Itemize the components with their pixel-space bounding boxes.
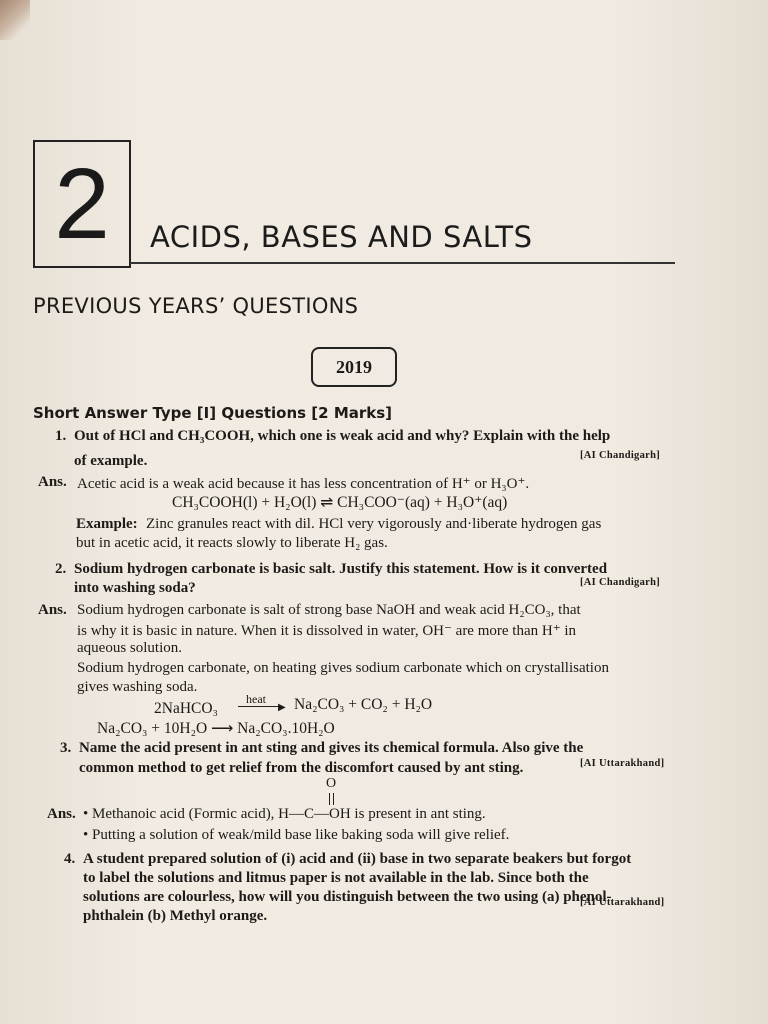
q1-ans-label: Ans. <box>38 474 67 490</box>
heat-label: heat <box>246 692 266 706</box>
q1-example-line1: Zinc granules react with dil. HCl very vigorously and·liberate hydrogen gas <box>146 516 602 532</box>
q1-line2: of example. <box>74 453 148 469</box>
q3-ans-label: Ans. <box>47 806 76 822</box>
q2-ans-label: Ans. <box>38 602 67 618</box>
title-underline <box>130 262 675 264</box>
q2-answer-line2: is why it is basic in nature. When it is dissolved in water, OH⁻ are more than H⁺ in <box>77 623 577 639</box>
chapter-title: ACIDS, BASES AND SALTS <box>150 220 533 254</box>
double-bond-line <box>329 793 330 805</box>
q2-answer-line3: aqueous solution. <box>77 640 182 656</box>
q1-line1: Out of HCl and CH₃COOH, which one is weak acid and why? Explain with the help <box>74 428 611 444</box>
q1-source: [AI Chandigarh] <box>580 450 661 461</box>
page-corner <box>0 0 30 40</box>
arrow-head-icon: ▶ <box>278 702 286 713</box>
q3-bullet1: • Methanoic acid (Formic acid), H—C—OH is present in ant sting. <box>83 806 486 822</box>
q2-answer-line5: gives washing soda. <box>77 679 198 695</box>
q3-line1: Name the acid present in ant sting and gives its chemical formula. Also give the <box>79 740 584 756</box>
year-badge: 2019 <box>311 347 397 387</box>
q4-number: 4. <box>64 851 76 867</box>
q1-example-line2: but in acetic acid, it reacts slowly to liberate H₂ gas. <box>76 535 388 551</box>
q4-line4: phthalein (b) Methyl orange. <box>83 908 268 924</box>
q1-equation: CH₃COOH(l) + H₂O(l) ⇌ CH₃COO⁻(aq) + H₃O⁺(aq) <box>172 494 508 511</box>
q2-eq1-left: 2NaHCO₃ <box>154 700 218 717</box>
chapter-number: 2 <box>54 148 110 260</box>
q1-number: 1. <box>55 428 67 444</box>
double-bond-line <box>333 793 334 805</box>
q2-line1: Sodium hydrogen carbonate is basic salt. Justify this statement. How is it converted <box>74 561 608 577</box>
q3-bullet2: • Putting a solution of weak/mild base like baking soda will give relief. <box>83 827 510 843</box>
q2-answer-line4: Sodium hydrogen carbonate, on heating gives sodium carbonate which on crystallisation <box>77 660 609 676</box>
q4-line1: A student prepared solution of (i) acid and (ii) base in two separate beakers but forgot <box>83 851 632 867</box>
arrow-shaft <box>238 706 282 707</box>
q2-source: [AI Chandigarh] <box>580 577 661 588</box>
chapter-number-box <box>33 140 131 268</box>
q1-example-label: Example: <box>76 516 138 532</box>
q3-number: 3. <box>60 740 72 756</box>
q3-source: [AI Uttarakhand] <box>580 758 665 769</box>
q2-number: 2. <box>55 561 67 577</box>
section-heading: PREVIOUS YEARS’ QUESTIONS <box>33 294 359 318</box>
q2-line2: into washing soda? <box>74 580 196 596</box>
q4-source: [AI Uttarakhand] <box>580 897 665 908</box>
q4-line3: solutions are colourless, how will you distinguish between the two using (a) phenol- <box>83 889 612 905</box>
q2-eq2: Na₂CO₃ + 10H₂O ⟶ Na₂CO₃.10H₂O <box>97 720 335 737</box>
q4-line2: to label the solutions and litmus paper is not available in the lab. Since both the <box>83 870 589 886</box>
q3-line2: common method to get relief from the discomfort caused by ant sting. <box>79 760 524 776</box>
question-type-heading: Short Answer Type [I] Questions [2 Marks] <box>33 404 393 422</box>
q1-answer-line1: Acetic acid is a weak acid because it has less concentration of H⁺ or H₃O⁺. <box>77 476 530 492</box>
carbonyl-oxygen: O <box>326 776 337 791</box>
q2-eq1-right: Na₂CO₃ + CO₂ + H₂O <box>294 696 433 713</box>
q2-answer-line1: Sodium hydrogen carbonate is salt of strong base NaOH and weak acid H₂CO₃, that <box>77 602 581 618</box>
